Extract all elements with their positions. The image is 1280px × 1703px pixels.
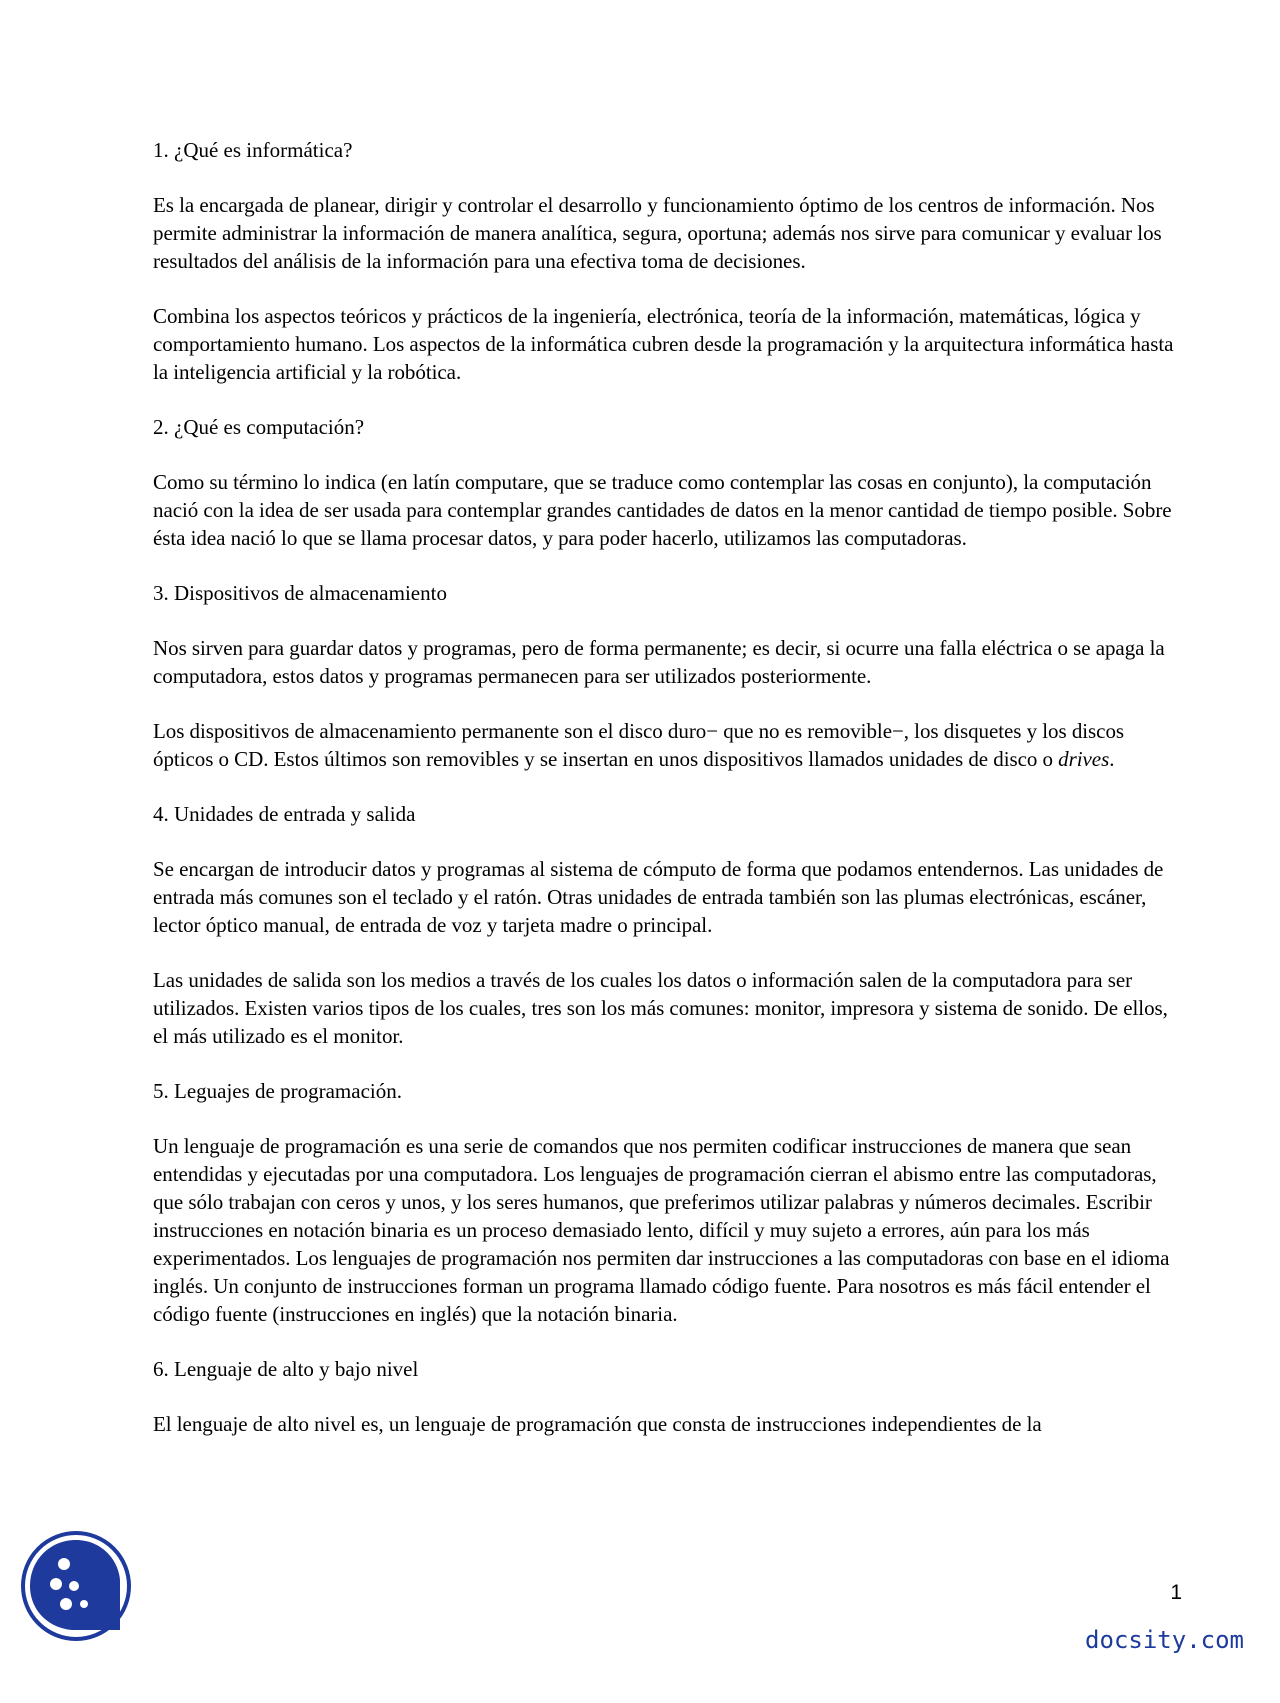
paragraph: Es la encargada de planear, dirigir y controlar el desarrollo y funcionamiento óptimo de los centros de información. Nos permite administrar la información de manera analítica, segura, oportuna; además nos sirve para comunicar y evaluar los resultados del análisis de la información para una efectiva toma de decisiones.	[153, 193, 1162, 273]
paragraph: Nos sirven para guardar datos y programas, pero de forma permanente; es decir, si ocurre una falla eléctrica o se apaga la computadora, estos datos y programas permanecen para ser utilizados posteriormente.	[153, 636, 1165, 688]
paragraph: Se encargan de introducir datos y programas al sistema de cómputo de forma que podamos entendernos. Las unidades de entrada más comunes son el teclado y el ratón. Otras unidades de entrada también son las plumas electrónicas, escáner, lector óptico manual, de entrada de voz y tarjeta madre o principal.	[153, 857, 1164, 937]
section-heading: 6. Lenguaje de alto y bajo nivel	[153, 1357, 419, 1381]
paragraph: Un lenguaje de programación es una serie de comandos que nos permiten codificar instrucciones de manera que sean entendidas y ejecutadas por una computadora. Los lenguajes de programación cierran el abismo entre las computadoras, que sólo trabajan con ceros y unos, y los seres humanos, que preferimos utilizar palabras y números decimales. Escribir instrucciones en notación binaria es un proceso demasiado lento, difícil y muy sujeto a errores, aún para los más experimentados. Los lenguajes de programación nos permiten dar instrucciones a las computadoras con base en el idioma inglés. Un conjunto de instrucciones forman un programa llamado código fuente. Para nosotros es más fácil entender el código fuente (instrucciones en inglés) que la notación binaria.	[153, 1134, 1170, 1326]
section-heading: 3. Dispositivos de almacenamiento	[153, 581, 447, 605]
section-heading: 1. ¿Qué es informática?	[153, 138, 353, 162]
emphasis-text: drives	[1058, 747, 1110, 771]
section-heading: 4. Unidades de entrada y salida	[153, 802, 416, 826]
page-number: 1	[1170, 1581, 1182, 1604]
docsity-logo-icon	[20, 1530, 132, 1642]
paragraph	[153, 717, 1188, 773]
paragraph-text: Los dispositivos de almacenamiento permanente son el disco duro− que no es removible−, los disquetes y los discos ópticos o CD. Estos últimos son removibles y se insertan en unos dispositivos llamados unidades de disco o	[153, 719, 1125, 771]
document-body	[153, 136, 1188, 1438]
paragraph: Las unidades de salida son los medios a través de los cuales los datos o información salen de la computadora para ser utilizados. Existen varios tipos de los cuales, tres son los más comunes: monitor, impresora y sistema de sonido. De ellos, el más utilizado es el monitor.	[153, 968, 1168, 1048]
paragraph: Combina los aspectos teóricos y prácticos de la ingeniería, electrónica, teoría de la información, matemáticas, lógica y comportamiento humano. Los aspectos de la informática cubren desde la programación y la arquitectura informática hasta la inteligencia artificial y la robótica.	[153, 304, 1174, 384]
paragraph: Como su término lo indica (en latín computare, que se traduce como contemplar las cosas en conjunto), la computación nació con la idea de ser usada para contemplar grandes cantidades de datos en la menor cantidad de tiempo posible. Sobre ésta idea nació lo que se llama procesar datos, y para poder hacerlo, utilizamos las computadoras.	[153, 470, 1172, 550]
section-heading: 5. Leguajes de programación.	[153, 1079, 402, 1103]
brand-link[interactable]: docsity.com	[1085, 1626, 1244, 1654]
paragraph: El lenguaje de alto nivel es, un lenguaje de programación que consta de instrucciones independientes de la	[153, 1412, 1042, 1436]
section-heading: 2. ¿Qué es computación?	[153, 415, 365, 439]
paragraph-tail: .	[1109, 747, 1115, 771]
